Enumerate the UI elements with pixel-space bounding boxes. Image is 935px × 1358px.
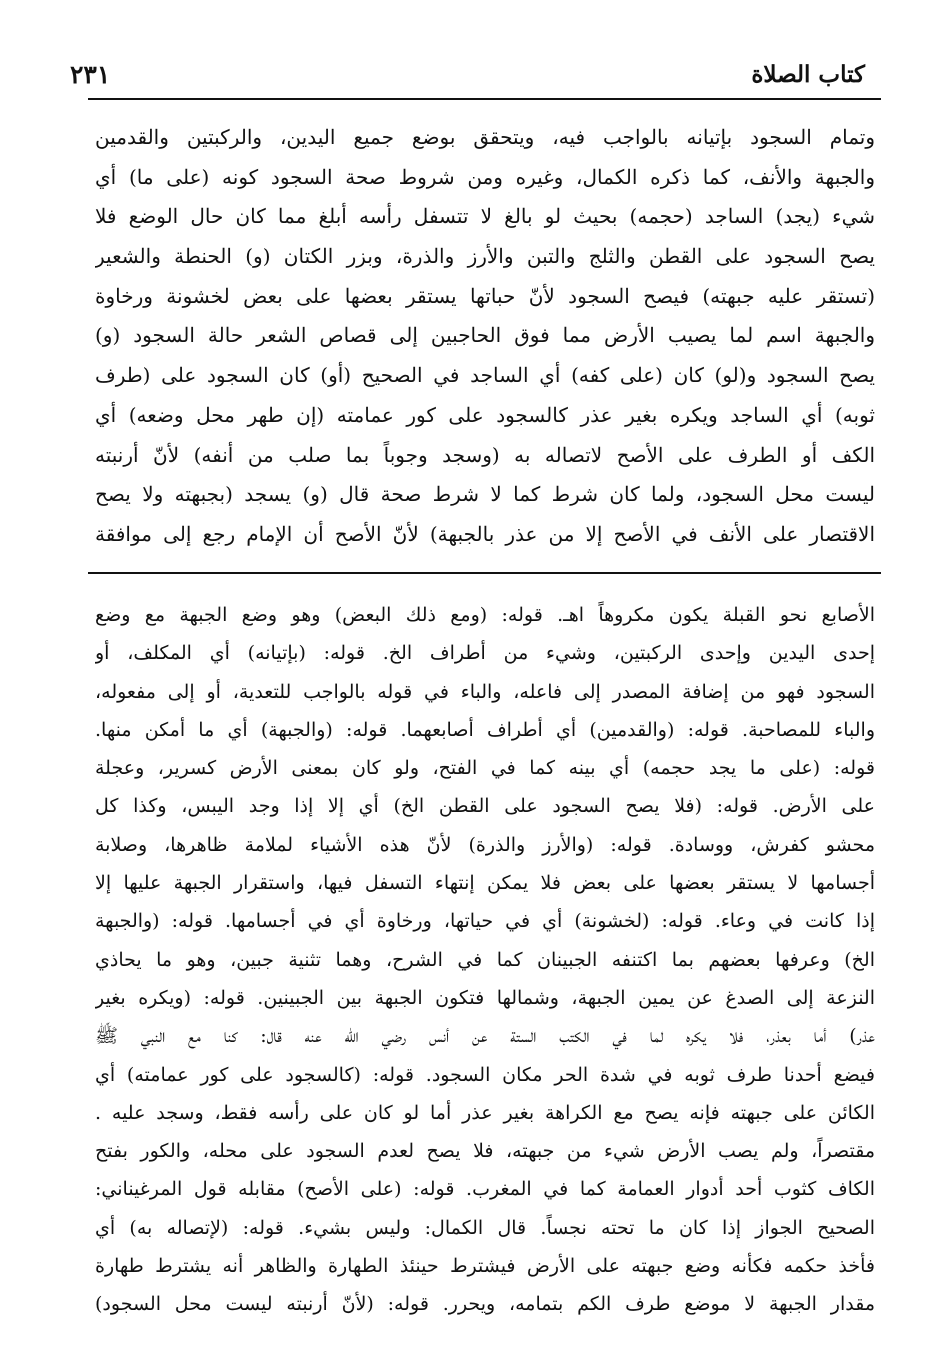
page-number: ٢٣١ [70,59,111,89]
main-line: يصح السجود على القطن والثلج والتبن والأرز والذرة، وبزر الكتان (و) الحنطة والشعير [95,244,875,269]
footnote-line: على الأرض. قوله: (فلا يصح السجود على القطن الخ) أي إلا إذا وجد اليبس، وكذا كل [95,795,875,818]
running-title: كتاب الصلاة [751,60,865,88]
footnote-separator [88,572,881,574]
footnote-line: الكاف كثوب أحد أدوار العمامة كما في المغرب. قوله: (على الأصح) مقابله قول المرغيناني: [95,1178,875,1201]
main-line: ليست محل السجود، ولما كان شرط كما لا شرط صحة قال (و) يسجد (بجبهته ولا يصح [95,482,875,507]
footnote-line: إحدى اليدين وإحدى الركبتين، وشيء من أطراف الخ. قوله: (بإتيانه) أي المكلف، أو [95,642,875,665]
main-line: ثوبه) أي الساجد ويكره بغير عذر كالسجود على كور عمامته (إن طهر محل وضعه) أي [95,402,875,427]
main-line: والجبهة اسم لما يصيب الأرض مما فوق الحاجبين إلى قصاص الشعر حالة السجود (و) [95,323,875,348]
footnote-line: مقدار الجبهة لا موضع طرف الكم بتمامه، ويحرر. قوله: (لأنّ أرنبته ليست محل السجود) [95,1293,875,1316]
header-rule [88,98,881,100]
footnote-line: قوله: (على ما يجد حجمه) أي بينه كما في الفتح، ولو كان بمعنى الأرض كسرير، وعجلة [95,757,875,780]
main-line: والجبهة والأنف، كما ذكره الكمال، وغيره ومن شروط صحة السجود كونه (على ما) أي [95,164,875,189]
footnote-line: والباء للمصاحبة. قوله: (والقدمين) أي أطراف أصابعهما. قوله: (والجبهة) أي ما أمكن منها. [95,718,875,741]
main-text [95,118,875,555]
main-line: (تستقر عليه جبهته) فيصح السجود لأنّ حباتها يستقر بعضها على بعض لخشونة ورخاوة [95,283,875,308]
page-header [70,52,865,96]
footnote-line: أجسامها لا يستقر بعضها على بعض فلا يمكن إنتهاء التسفل فيها، واستقرار الجبهة عليها إلا [95,872,875,895]
main-line: وتمام السجود بإتيانه بالواجب فيه، ويتحقق بوضع جميع اليدين، والركبتين والقدمين [95,125,875,149]
footnote-line: عذر) أما بعذر، فلا يكره لما في الكتب الستة عن أنس رضي الله عنه قال: كنا مع النبي ﷺ [95,1025,875,1048]
footnote-line: الأصابع نحو القبلة يكون مكروهاً اهـ. قوله: (ومع ذلك البعض) وهو وضع الجبهة مع وضع [95,604,875,626]
footnote-line: إذا كانت في وعاء. قوله: (لخشونة) أي في حياتها، ورخاوة أي في أجسامها. قوله: (والجبهة [95,910,875,933]
footnote-line: الكائن على جبهته فإنه يصح مع الكراهة بغير عذر أما لو كان على رأسه فقط، وسجد عليه . [95,1101,875,1124]
footnote-line: مقتصراً، ولم يصب الأرض شيء من جبهته، فلا يصح لعدم السجود على محله، والكور بفتح [95,1140,875,1163]
footnotes [95,596,875,1324]
footnote-line: فأخذ حكمه فكأنه وضع جبهته على الأرض فيشترط حينئذ الطهارة والظاهر أنه يشترط طهارة [95,1255,875,1278]
footnote-line: فيضع أحدنا طرف ثوبه في شدة الحر مكان السجود. قوله: (كالسجود على كور عمامته) أي [95,1063,875,1086]
footnote-line: الخ) وعرفها بعضهم بما اكتنفه الجبينان كما في الشرح، وهما تثنية جبين، وهو ما يحاذي [95,948,875,971]
main-line: شيء (يجد) الساجد (حجمه) بحيث لو بالغ لا تتسفل رأسه أبلغ مما كان حال الوضع فلا [95,204,875,229]
footnote-line: محشو كفرش، ووسادة. قوله: (والأرز والذرة) لأنّ هذه الأشياء لملامة ظاهرها، وصلابة [95,833,875,856]
footnote-line: النزعة إلى الصدغ عن يمين الجبهة، وشمالها فتكون الجبهة بين الجبينين. قوله: (ويكره بغير [95,986,875,1009]
footnote-line: الصحيح الجواز إذا كان ما تحته نجساً. قال الكمال: وليس بشيء. قوله: (لإتصاله به) أي [95,1216,875,1239]
main-line: الكف أو الطرف على الأصح لاتصاله به (وسجد وجوباً بما صلب من أنفه) لأنّ أرنبته [95,442,875,467]
main-line: الاقتصار على الأنف في الأصح إلا من عذر بالجبهة) لأنّ الأصح أن الإمام رجع إلى موافقة [95,521,875,546]
main-line: يصح السجود و(لو) كان (على كفه) أي الساجد في الصحيح (أو) كان السجود على (طرف [95,363,875,388]
footnote-line: السجود فهو من إضافة المصدر إلى فاعله، والباء في قوله بالواجب للتعدية، أو إلى مفعوله، [95,680,875,703]
